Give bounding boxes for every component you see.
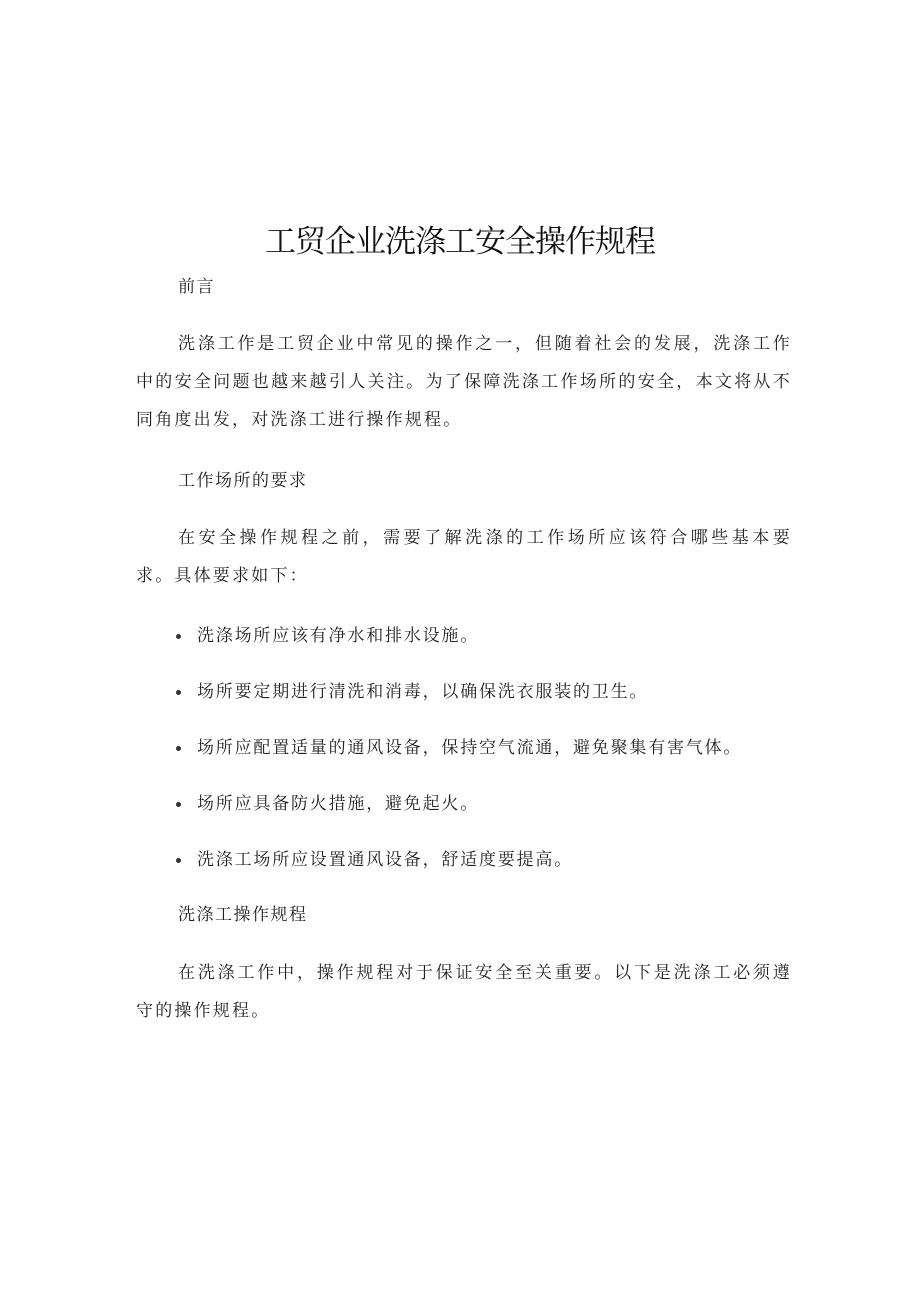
list-item: [176, 624, 776, 648]
list-item: [176, 736, 776, 760]
bullet-dot-icon: [176, 690, 181, 695]
list-item-text: 场所应配置适量的通风设备，保持空气流通，避免聚集有害气体。: [197, 738, 743, 758]
document-title: 工贸企业洗涤工安全操作规程: [265, 224, 655, 260]
bullet-dot-icon: [176, 746, 181, 751]
list-item: [176, 680, 776, 704]
bullet-dot-icon: [176, 634, 181, 639]
list-item-text: 洗涤场所应该有净水和排水设施。: [197, 626, 479, 646]
paragraph-operating-procedures: 在洗涤工作中，操作规程对于保证安全至关重要。以下是洗涤工必须遵守的操作规程。: [136, 963, 792, 1021]
list-item: [176, 848, 776, 872]
list-item: [176, 792, 776, 816]
paragraph-preface: 洗涤工作是工贸企业中常见的操作之一，但随着社会的发展，洗涤工作中的安全问题也越来越引人关注。为了保障洗涤工作场所的安全，本文将从不同角度出发，对洗涤工进行操作规程。: [136, 334, 792, 430]
list-item-text: 洗涤工场所应设置通风设备，舒适度要提高。: [197, 850, 573, 870]
section-heading-preface: 前言: [178, 277, 215, 297]
bullet-dot-icon: [176, 802, 181, 807]
list-item-text: 场所要定期进行清洗和消毒，以确保洗衣服装的卫生。: [197, 682, 649, 702]
list-item-text: 场所应具备防火措施，避免起火。: [197, 794, 479, 814]
paragraph-workplace-requirements: 在安全操作规程之前，需要了解洗涤的工作场所应该符合哪些基本要求。具体要求如下：: [136, 528, 792, 586]
bullet-dot-icon: [176, 858, 181, 863]
section-heading-workplace-requirements: 工作场所的要求: [178, 471, 308, 491]
section-heading-operating-procedures: 洗涤工操作规程: [178, 905, 308, 925]
